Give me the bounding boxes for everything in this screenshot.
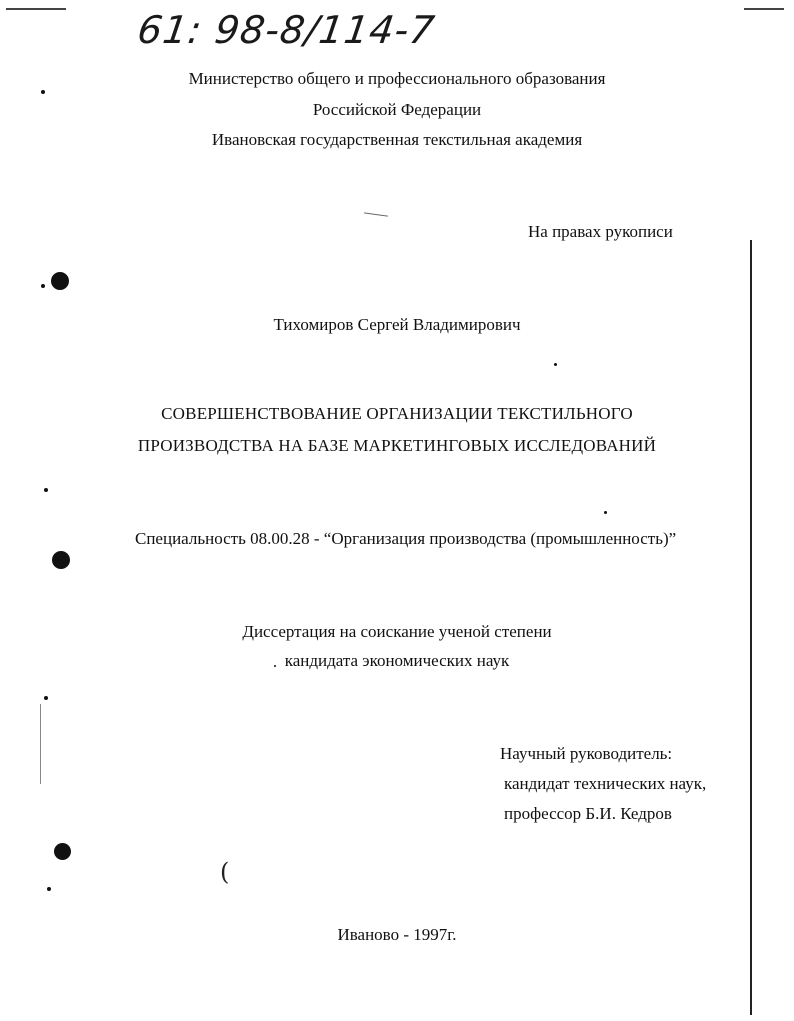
- scan-edge-line-top: [6, 8, 66, 10]
- binding-hole-mark: [52, 551, 70, 569]
- scan-speck: [604, 511, 607, 514]
- academy-line: Ивановская государственная текстильная академия: [211, 130, 583, 149]
- scan-speck: [274, 665, 276, 667]
- scan-edge-line-top-right: [744, 8, 784, 10]
- scan-speck: [44, 488, 48, 492]
- pencil-mark: (: [220, 858, 230, 886]
- dissertation-line-2: кандидата экономических наук: [284, 651, 510, 670]
- scan-speck: [41, 284, 45, 288]
- scan-speck: [41, 90, 45, 94]
- supervisor-label: Научный руководитель:: [500, 744, 673, 763]
- country-line: Российской Федерации: [312, 100, 482, 119]
- binding-hole-mark: [51, 272, 69, 290]
- dissertation-line-1: Диссертация на соискание ученой степени: [242, 622, 552, 641]
- archive-number-handwritten: 61: 98-8/114-7: [134, 8, 438, 52]
- binding-hole-mark: [54, 843, 71, 860]
- supervisor-degree: кандидат технических наук,: [504, 774, 707, 793]
- city-year: Иваново - 1997г.: [337, 925, 457, 944]
- scan-edge-line-right: [750, 240, 752, 1015]
- scan-speck: [554, 363, 557, 366]
- manuscript-rights: На правах рукописи: [528, 222, 673, 241]
- supervisor-name: профессор Б.И. Кедров: [504, 804, 672, 823]
- scan-speck: [44, 696, 48, 700]
- ministry-line: Министерство общего и профессионального образования: [188, 69, 606, 88]
- scan-dash: [364, 212, 388, 216]
- thesis-title-line-2: ПРОИЗВОДСТВА НА БАЗЕ МАРКЕТИНГОВЫХ ИССЛЕДОВАНИЙ: [137, 436, 657, 455]
- scan-edge-line-left: [40, 704, 41, 784]
- author-name: Тихомиров Сергей Владимирович: [273, 315, 521, 334]
- scan-speck: [47, 887, 51, 891]
- specialty-line: Специальность 08.00.28 - “Организация производства (промышленность)”: [135, 529, 677, 548]
- thesis-title-line-1: СОВЕРШЕНСТВОВАНИЕ ОРГАНИЗАЦИИ ТЕКСТИЛЬНОГО: [161, 404, 633, 423]
